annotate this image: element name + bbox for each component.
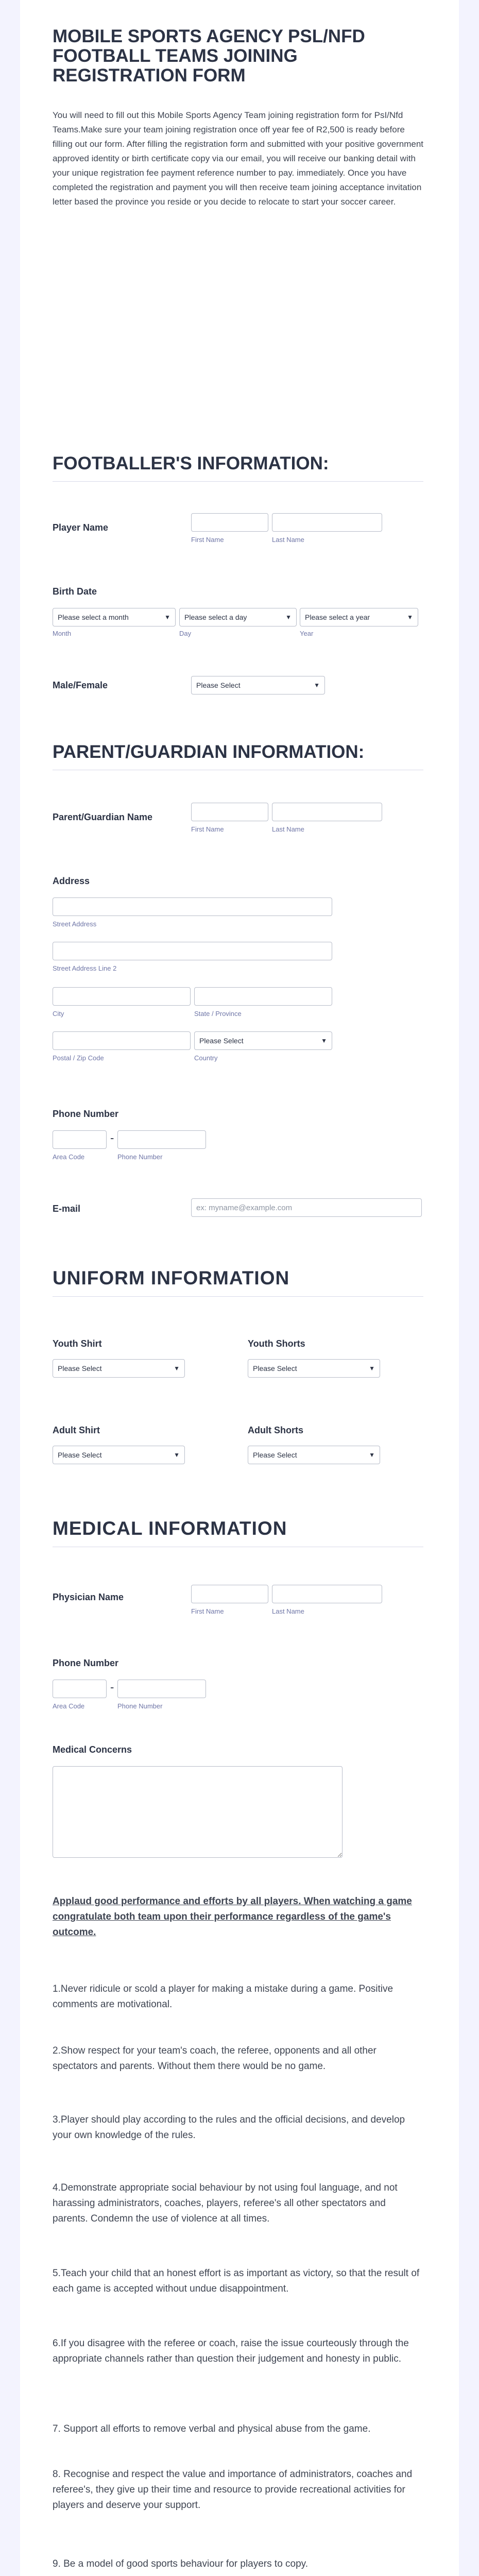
uniform-section-title: UNIFORM INFORMATION bbox=[53, 1267, 423, 1297]
medical-concerns-textarea[interactable] bbox=[53, 1766, 343, 1858]
physician-first-name-sublabel: First Name bbox=[191, 1607, 224, 1615]
birth-day-sublabel: Day bbox=[179, 630, 192, 637]
youth-shirt-label: Youth Shirt bbox=[53, 1338, 102, 1349]
chevron-down-icon: ▼ bbox=[174, 1365, 180, 1372]
birth-month-sublabel: Month bbox=[53, 630, 72, 637]
birth-month-value: Please select a month bbox=[58, 613, 129, 621]
chevron-down-icon: ▼ bbox=[174, 1451, 180, 1459]
birth-year-sublabel: Year bbox=[300, 630, 314, 637]
parent-last-name-sublabel: Last Name bbox=[272, 825, 304, 833]
email-input[interactable] bbox=[191, 1198, 422, 1217]
youth-shorts-label: Youth Shorts bbox=[248, 1338, 305, 1349]
youth-shorts-select[interactable] bbox=[248, 1359, 380, 1378]
adult-shirt-select[interactable] bbox=[53, 1446, 185, 1464]
physician-phone-sublabel: Phone Number bbox=[117, 1702, 163, 1710]
gender-select-value: Please Select bbox=[196, 681, 241, 689]
conduct-item-6: 6.If you disagree with the referee or coach, raise the issue courteously through the appropriate channels rather than question their judgement and honesty in public. bbox=[53, 2338, 409, 2364]
chevron-down-icon: ▼ bbox=[164, 614, 170, 621]
player-last-name-input[interactable] bbox=[272, 513, 382, 532]
youth-shorts-value: Please Select bbox=[253, 1364, 297, 1372]
gender-select[interactable] bbox=[191, 676, 325, 694]
country-select[interactable] bbox=[194, 1031, 332, 1050]
state-sublabel: State / Province bbox=[194, 1010, 242, 1018]
email-label: E-mail bbox=[53, 1204, 81, 1214]
player-last-name-sublabel: Last Name bbox=[272, 536, 304, 544]
street-address-sublabel: Street Address bbox=[53, 920, 97, 928]
parent-phone-label: Phone Number bbox=[53, 1109, 119, 1119]
chevron-down-icon: ▼ bbox=[285, 614, 292, 621]
state-input[interactable] bbox=[194, 987, 332, 1006]
birth-day-select[interactable] bbox=[179, 608, 297, 626]
conduct-item-9: 9. Be a model of good sports behaviour for players to copy. bbox=[53, 2558, 309, 2569]
parent-name-label: Parent/Guardian Name bbox=[53, 812, 153, 822]
parent-last-name-input[interactable] bbox=[272, 803, 382, 821]
physician-area-code-input[interactable] bbox=[53, 1680, 107, 1698]
physician-label: Physician Name bbox=[53, 1592, 124, 1602]
adult-shirt-label: Adult Shirt bbox=[53, 1425, 100, 1435]
conduct-item-7: 7. Support all efforts to remove verbal and physical abuse from the game. bbox=[53, 2424, 371, 2434]
postal-code-sublabel: Postal / Zip Code bbox=[53, 1054, 104, 1062]
parent-area-code-sublabel: Area Code bbox=[53, 1153, 85, 1161]
birth-year-select[interactable] bbox=[300, 608, 418, 626]
birth-year-value: Please select a year bbox=[305, 613, 370, 621]
physician-last-name-input[interactable] bbox=[272, 1585, 382, 1603]
chevron-down-icon: ▼ bbox=[369, 1451, 375, 1459]
postal-code-input[interactable] bbox=[53, 1031, 191, 1050]
physician-phone-label: Phone Number bbox=[53, 1658, 119, 1668]
chevron-down-icon: ▼ bbox=[321, 1037, 327, 1044]
parent-first-name-sublabel: First Name bbox=[191, 825, 224, 833]
physician-last-name-sublabel: Last Name bbox=[272, 1607, 304, 1615]
street-address2-input[interactable] bbox=[53, 942, 332, 960]
chevron-down-icon: ▼ bbox=[369, 1365, 375, 1372]
address-label: Address bbox=[53, 876, 90, 886]
parent-phone-input[interactable] bbox=[117, 1130, 206, 1149]
birth-month-select[interactable] bbox=[53, 608, 176, 626]
conduct-heading: Applaud good performance and efforts by all players. When watching a game congratulate both team upon their performance regardless of the game's outcome. bbox=[53, 1896, 412, 1938]
adult-shorts-label: Adult Shorts bbox=[248, 1425, 303, 1435]
footballer-section-title: FOOTBALLER'S INFORMATION: bbox=[53, 453, 423, 482]
birth-date-label: Birth Date bbox=[53, 586, 97, 597]
conduct-item-4: 4.Demonstrate appropriate social behaviour by not using foul language, and not harassing administrators, coaches, players, referee's all other spectators and parents. Condemn the use of violence at all times. bbox=[53, 2182, 398, 2224]
adult-shorts-value: Please Select bbox=[253, 1451, 297, 1459]
street-address-input[interactable] bbox=[53, 897, 332, 916]
form-card bbox=[20, 0, 459, 2576]
parent-first-name-input[interactable] bbox=[191, 803, 268, 821]
phone-dash: - bbox=[110, 1131, 114, 1144]
street-address2-sublabel: Street Address Line 2 bbox=[53, 964, 117, 972]
adult-shirt-value: Please Select bbox=[58, 1451, 102, 1459]
youth-shirt-select[interactable] bbox=[53, 1359, 185, 1378]
parent-section-title: PARENT/GUARDIAN INFORMATION: bbox=[53, 742, 423, 770]
gender-label: Male/Female bbox=[53, 680, 108, 690]
conduct-item-5: 5.Teach your child that an honest effort is as important as victory, so that the result of each game is accepted without undue disappointment. bbox=[53, 2268, 420, 2294]
physician-first-name-input[interactable] bbox=[191, 1585, 268, 1603]
phone-dash: - bbox=[110, 1681, 114, 1693]
chevron-down-icon: ▼ bbox=[407, 614, 413, 621]
city-input[interactable] bbox=[53, 987, 191, 1006]
conduct-item-8: 8. Recognise and respect the value and importance of administrators, coaches and referee's, they give up their time and resource to provide recreational activities for players and deserve your support. bbox=[53, 2469, 413, 2511]
page-title: MOBILE SPORTS AGENCY PSL/NFD FOOTBALL TEAMS JOINING REGISTRATION FORM bbox=[53, 26, 365, 86]
intro-text: You will need to fill out this Mobile Sports Agency Team joining registration form for PsI/Nfd Teams.Make sure your team joining registration once off year fee of R2,500 is ready before filling out our form. After filling the registration form and submitted with your positive government approved identity or birth certificate copy via our email, you will receive our banking detail with your unique registration fee payment reference number to pay. immediately. Once you have completed the registration and payment you will then receive team joining acceptance invitation letter based the province you reside or you decide to relocate to start your soccer career. bbox=[53, 110, 424, 207]
country-select-value: Please Select bbox=[199, 1037, 244, 1045]
parent-phone-sublabel: Phone Number bbox=[117, 1153, 163, 1161]
youth-shirt-value: Please Select bbox=[58, 1364, 102, 1372]
player-first-name-sublabel: First Name bbox=[191, 536, 224, 544]
conduct-item-3: 3.Player should play according to the rules and the official decisions, and develop your own knowledge of the rules. bbox=[53, 2114, 405, 2141]
chevron-down-icon: ▼ bbox=[314, 682, 320, 689]
medical-concerns-label: Medical Concerns bbox=[53, 1744, 132, 1755]
adult-shorts-select[interactable] bbox=[248, 1446, 380, 1464]
player-name-label: Player Name bbox=[53, 522, 109, 533]
birth-day-value: Please select a day bbox=[184, 613, 247, 621]
conduct-item-1: 1.Never ridicule or scold a player for making a mistake during a game. Positive comments are motivational. bbox=[53, 1984, 394, 2010]
city-sublabel: City bbox=[53, 1010, 64, 1018]
parent-area-code-input[interactable] bbox=[53, 1130, 107, 1149]
country-sublabel: Country bbox=[194, 1054, 218, 1062]
physician-area-code-sublabel: Area Code bbox=[53, 1702, 85, 1710]
player-first-name-input[interactable] bbox=[191, 513, 268, 532]
medical-section-title: MEDICAL INFORMATION bbox=[53, 1518, 423, 1547]
conduct-item-2: 2.Show respect for your team's coach, the referee, opponents and all other spectators and parents. Without them there would be no game. bbox=[53, 2045, 377, 2072]
physician-phone-input[interactable] bbox=[117, 1680, 206, 1698]
